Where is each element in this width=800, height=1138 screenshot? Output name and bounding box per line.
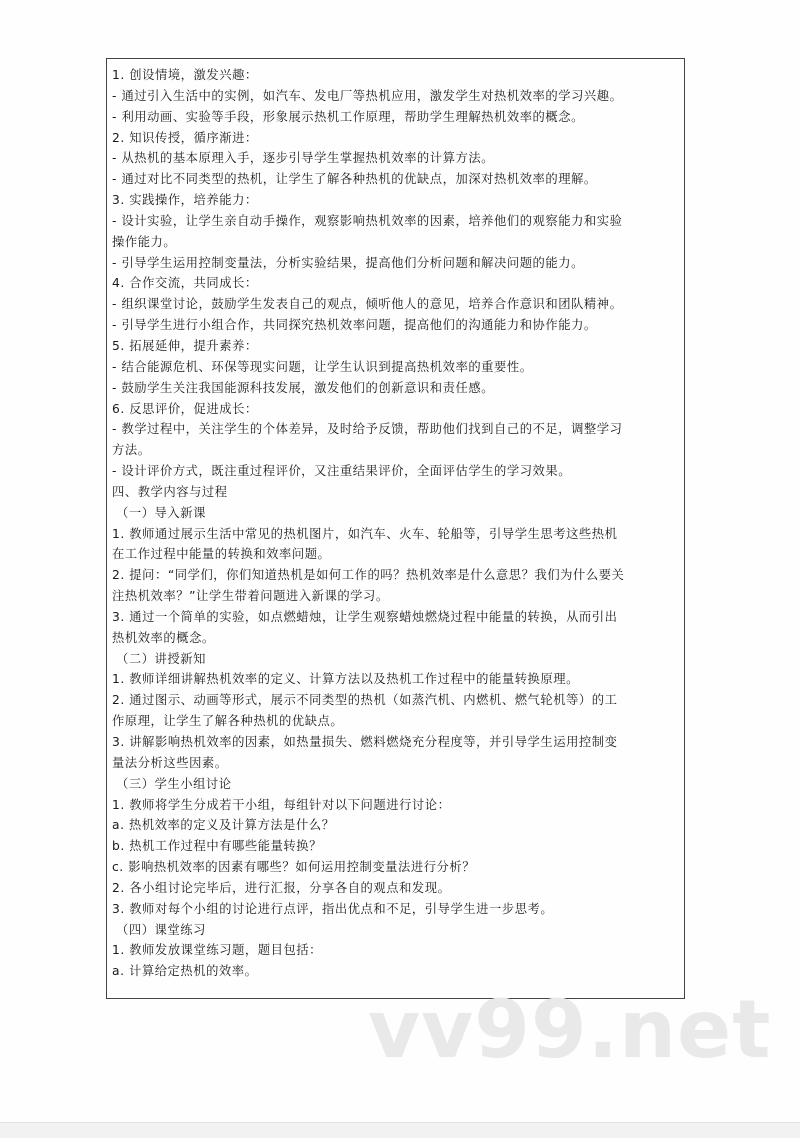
document-body — [112, 65, 682, 982]
text-line: - 引导学生进行小组合作，共同探究热机效率问题，提高他们的沟通能力和协作能力。 — [112, 318, 597, 333]
text-line: 1. 教师通过展示生活中常见的热机图片，如汽车、火车、轮船等，引导学生思考这些热机 — [112, 526, 618, 541]
text-line: 2. 知识传授，循序渐进： — [112, 130, 258, 145]
text-line: a. 计算给定热机的效率。 — [112, 964, 258, 979]
site-watermark: vv99.net — [368, 983, 772, 1076]
text-line: - 鼓励学生关注我国能源科技发展，激发他们的创新意识和责任感。 — [112, 380, 495, 395]
text-line: - 利用动画、实验等手段，形象展示热机工作原理，帮助学生理解热机效率的概念。 — [112, 109, 584, 124]
text-line: - 引导学生运用控制变量法，分析实验结果，提高他们分析问题和解决问题的能力。 — [112, 255, 584, 270]
text-line: - 通过引入生活中的实例，如汽车、发电厂等热机应用，激发学生对热机效率的学习兴趣。 — [112, 88, 623, 103]
text-line: b. 热机工作过程中有哪些能量转换？ — [112, 839, 322, 854]
text-line: 3. 实践操作，培养能力： — [112, 193, 258, 208]
text-line: 2. 通过图示、动画等形式，展示不同类型的热机（如蒸汽机、内燃机、燃气轮机等）的工 — [112, 693, 618, 708]
text-line: 操作能力。 — [112, 234, 177, 249]
text-line: a. 热机效率的定义及计算方法是什么？ — [112, 818, 335, 833]
text-line: 1. 教师详细讲解热机效率的定义、计算方法以及热机工作过程中的能量转换原理。 — [112, 672, 579, 687]
text-line: 方法。 — [112, 443, 151, 458]
text-line: - 通过对比不同类型的热机，让学生了解各种热机的优缺点，加深对热机效率的理解。 — [112, 172, 597, 187]
text-line: 3. 教师对每个小组的讨论进行点评，指出优点和不足，引导学生进一步思考。 — [112, 901, 554, 916]
text-line: - 组织课堂讨论，鼓励学生发表自己的观点，倾听他人的意见，培养合作意识和团队精神。 — [112, 297, 623, 312]
text-line: 3. 通过一个简单的实验，如点燃蜡烛，让学生观察蜡烛燃烧过程中能量的转换，从而引出 — [112, 609, 618, 624]
text-line: - 设计实验，让学生亲自动手操作，观察影响热机效率的因素，培养他们的观察能力和实验 — [112, 213, 623, 228]
text-line: 注热机效率？”让学生带着问题进入新课的学习。 — [112, 589, 389, 604]
text-line: 2. 各小组讨论完毕后，进行汇报，分享各自的观点和发现。 — [112, 880, 451, 895]
text-line: - 教学过程中，关注学生的个体差异，及时给予反馈，帮助他们找到自己的不足，调整学习 — [112, 422, 623, 437]
text-line: 2. 提问：“同学们，你们知道热机是如何工作的吗？热机效率是什么意思？我们为什么要关 — [112, 568, 625, 583]
text-line: 量法分析这些因素。 — [112, 755, 228, 770]
text-line: （三）学生小组讨论 — [116, 776, 232, 791]
text-line: 5. 拓展延伸，提升素养： — [112, 338, 258, 353]
text-line: 在工作过程中能量的转换和效率问题。 — [112, 547, 331, 562]
text-line: 6. 反思评价，促进成长： — [112, 401, 258, 416]
text-line: （一）导入新课 — [116, 505, 206, 520]
document-frame — [106, 58, 685, 999]
text-line: 4. 合作交流，共同成长： — [112, 276, 258, 291]
text-line: 1. 教师将学生分成若干小组，每组针对以下问题进行讨论： — [112, 797, 451, 812]
text-line: 四、教学内容与过程 — [112, 484, 228, 499]
text-line: 1. 创设情境，激发兴趣： — [112, 68, 258, 82]
text-line: 1. 教师发放课堂练习题，题目包括： — [112, 943, 322, 958]
text-line: - 从热机的基本原理入手，逐步引导学生掌握热机效率的计算方法。 — [112, 151, 495, 166]
text-line: - 设计评价方式，既注重过程评价，又注重结果评价，全面评估学生的学习效果。 — [112, 464, 572, 479]
text-line: 3. 讲解影响热机效率的因素，如热量损失、燃料燃烧充分程度等，并引导学生运用控制变 — [112, 735, 618, 749]
text-line: 热机效率的概念。 — [112, 630, 215, 645]
text-line: 作原理，让学生了解各种热机的优缺点。 — [112, 714, 344, 729]
text-line: c. 影响热机效率的因素有哪些？如何运用控制变量法进行分析？ — [112, 860, 476, 875]
text-line: （二）讲授新知 — [116, 651, 206, 666]
viewer-bottom-bar — [0, 1122, 800, 1138]
text-line: （四）课堂练习 — [116, 922, 206, 937]
text-line: - 结合能源危机、环保等现实问题，让学生认识到提高热机效率的重要性。 — [112, 359, 533, 374]
